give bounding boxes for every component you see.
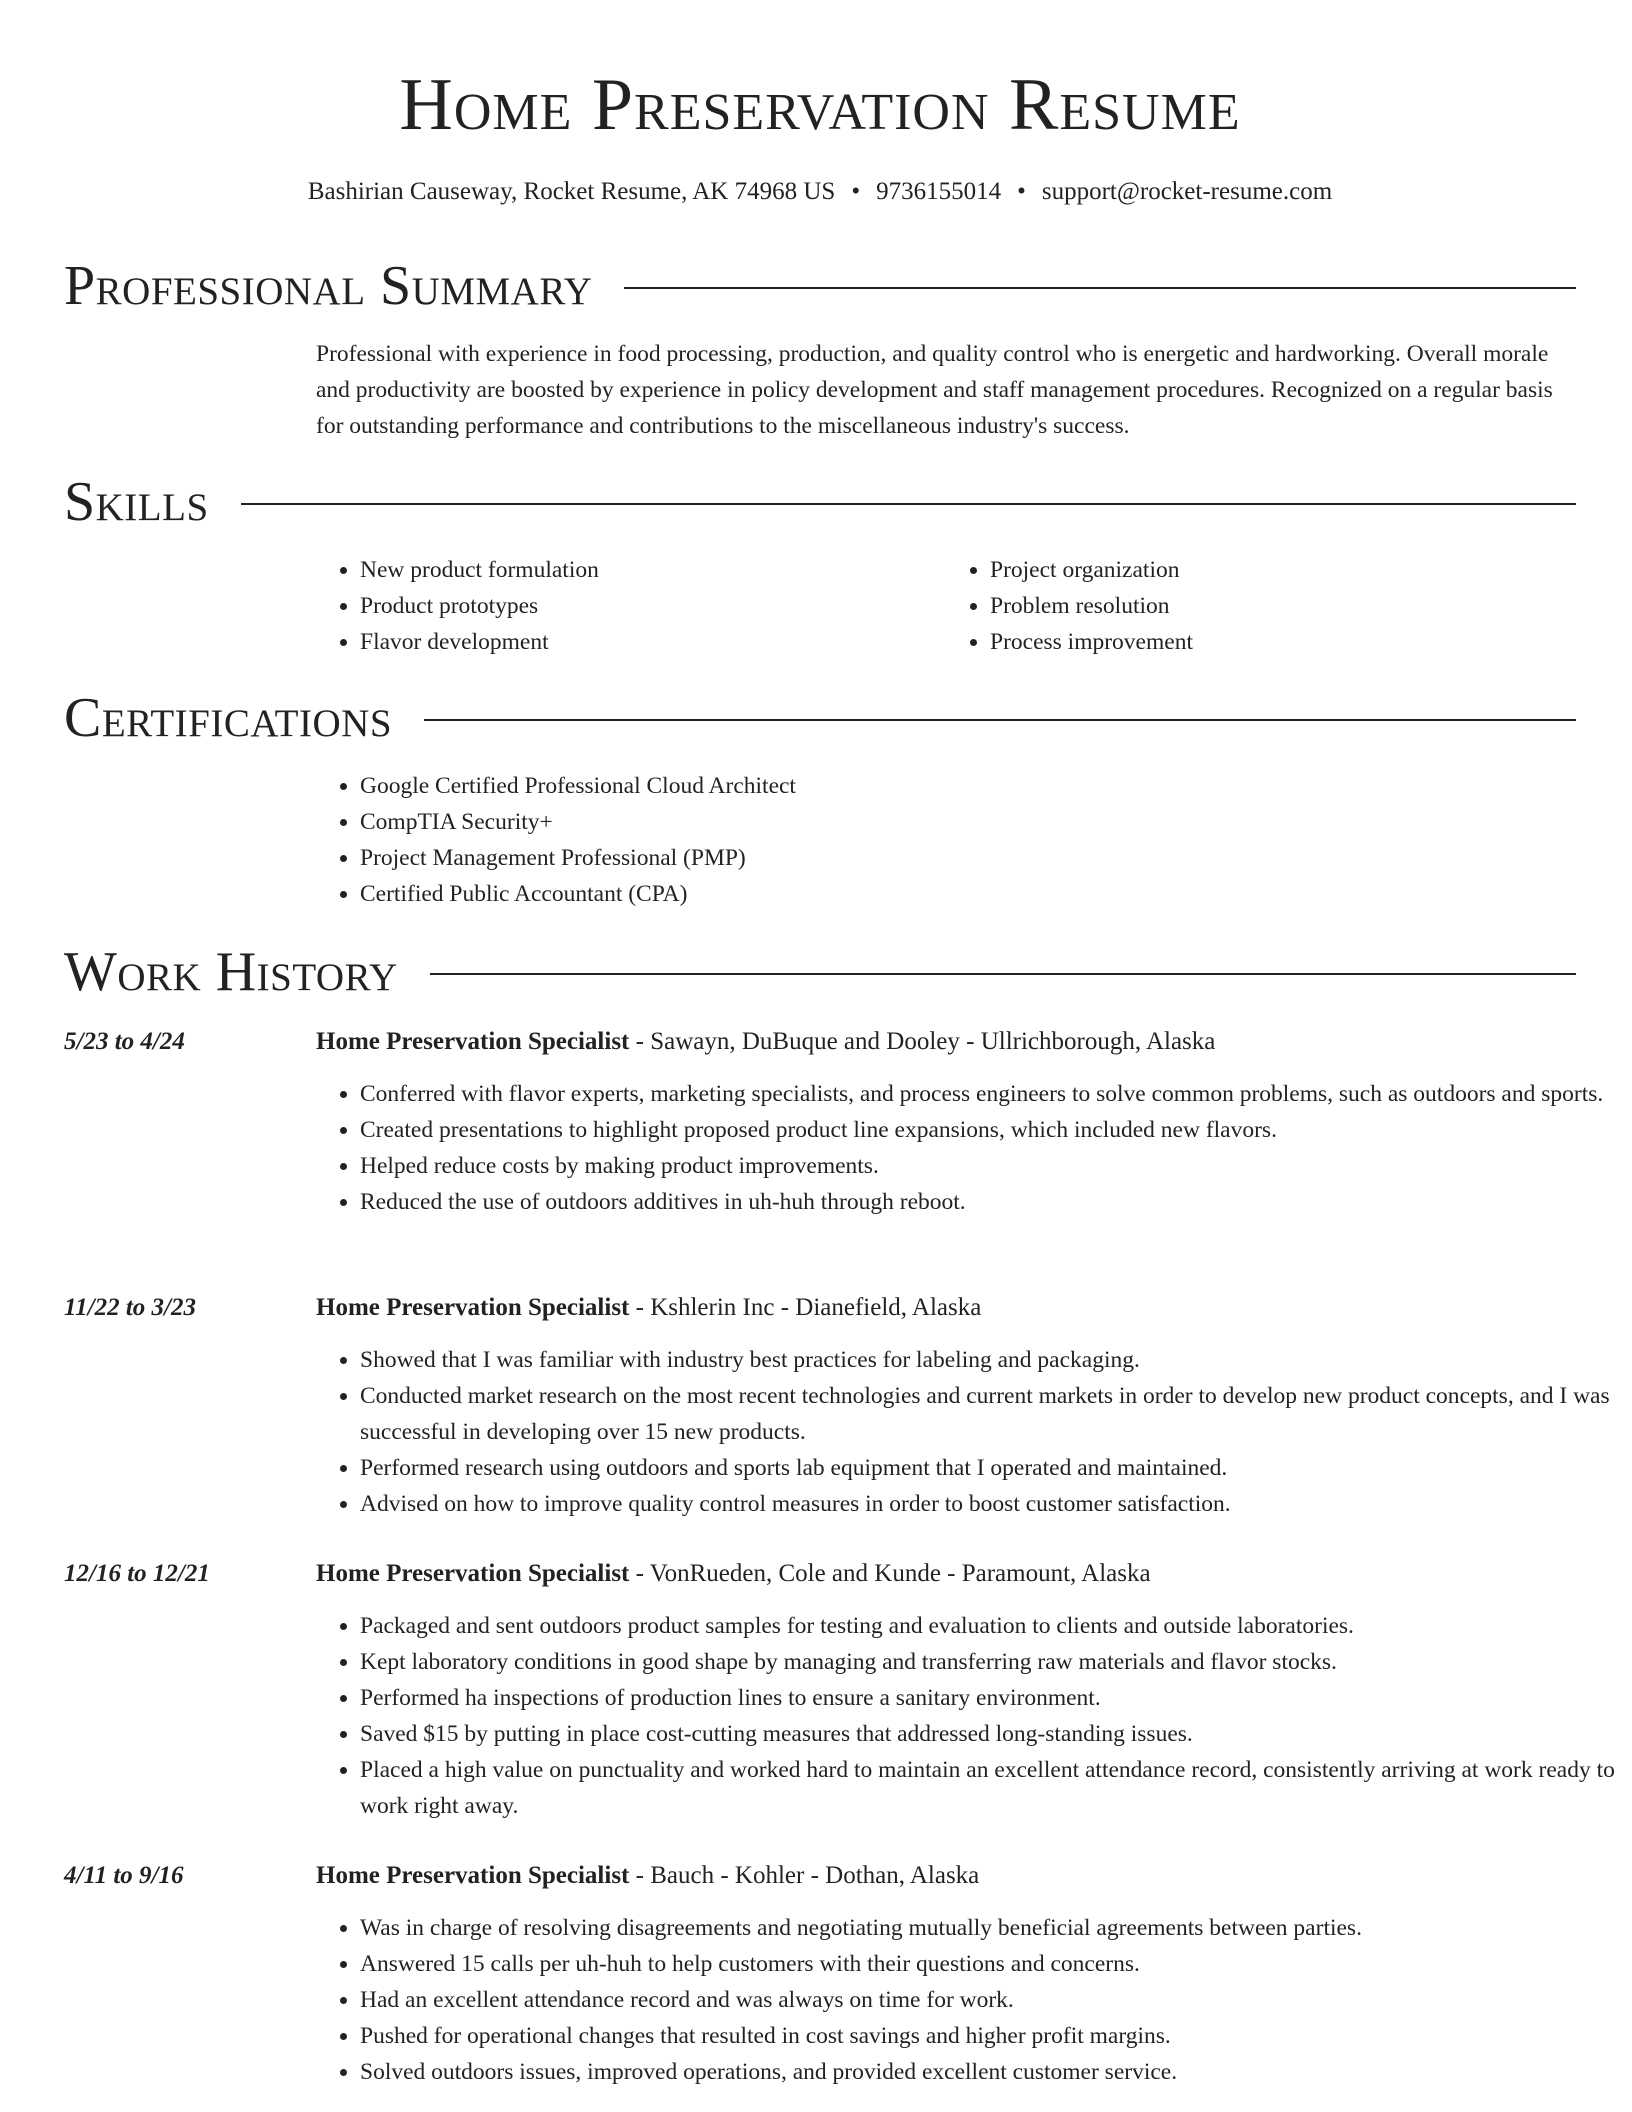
certification-item: • Project Management Professional (PMP) bbox=[360, 840, 1576, 876]
summary-text: Professional with experience in food processing, production, and quality control who is energetic and hardworking. Overall morale and productivity are boosted by experience in policy development and staff management procedures. Recognized on a regular basis for outstanding performance and contributions to the miscellaneous industry's success. bbox=[316, 341, 1553, 439]
job-bullet: • Reduced the use of outdoors additives in uh-huh through reboot. bbox=[360, 1184, 1620, 1220]
job-bullets bbox=[316, 1608, 1620, 1824]
job-bullet: • Created presentations to highlight proposed product line expansions, which included new flavors. bbox=[360, 1112, 1620, 1148]
section-divider bbox=[624, 287, 1576, 289]
section-divider bbox=[424, 719, 1576, 721]
job-company: - VonRueden, Cole and Kunde - Paramount, Alaska bbox=[629, 1560, 1151, 1587]
job-bullet: • Conferred with flavor experts, marketing specialists, and process engineers to solve common problems, such as outdoors and sports. bbox=[360, 1076, 1620, 1112]
skills-heading-text: Skills bbox=[64, 471, 209, 533]
certification-item: • Google Certified Professional Cloud Architect bbox=[360, 768, 1576, 804]
job-bullets bbox=[316, 1910, 1620, 2090]
certifications-heading bbox=[64, 688, 1576, 748]
job-heading bbox=[316, 1556, 1576, 1592]
skill-item: • Project organization bbox=[990, 552, 1576, 588]
contact-email: support@rocket-resume.com bbox=[1041, 178, 1333, 205]
job-dates: 11/22 to 3/23 bbox=[64, 1294, 196, 1321]
job-heading bbox=[316, 1858, 1576, 1894]
job-title: Home Preservation Specialist bbox=[316, 1862, 630, 1889]
job-heading bbox=[316, 1290, 1576, 1326]
job-bullet: • Conducted market research on the most recent technologies and current markets in order to develop new product concepts, and I was successful in developing over 15 new products. bbox=[360, 1378, 1620, 1450]
job-bullet: • Kept laboratory conditions in good shape by managing and transferring raw materials and flavor stocks. bbox=[360, 1644, 1620, 1680]
summary-heading-text: Professional Summary bbox=[64, 255, 593, 317]
section-divider bbox=[241, 503, 1576, 505]
job-dates: 12/16 to 12/21 bbox=[64, 1560, 210, 1587]
job-bullet: • Helped reduce costs by making product improvements. bbox=[360, 1148, 1620, 1184]
work-history-heading bbox=[64, 942, 1576, 1002]
job-bullets bbox=[316, 1076, 1620, 1220]
job-company: - Sawayn, DuBuque and Dooley - Ullrichborough, Alaska bbox=[629, 1028, 1216, 1055]
job-title: Home Preservation Specialist bbox=[316, 1294, 630, 1321]
section-divider bbox=[430, 973, 1576, 975]
skill-item: • New product formulation bbox=[360, 552, 946, 588]
job-bullet: • Performed ha inspections of production lines to ensure a sanitary environment. bbox=[360, 1680, 1620, 1716]
job-bullet: • Packaged and sent outdoors product samples for testing and evaluation to clients and outside laboratories. bbox=[360, 1608, 1620, 1644]
summary-heading bbox=[64, 256, 1576, 316]
job-bullet: • Pushed for operational changes that resulted in cost savings and higher profit margins. bbox=[360, 2018, 1620, 2054]
job-company: - Kshlerin Inc - Dianefield, Alaska bbox=[629, 1294, 982, 1321]
work-history-heading-text: Work History bbox=[64, 941, 398, 1003]
job-title: Home Preservation Specialist bbox=[316, 1560, 630, 1587]
skills-list-right bbox=[946, 552, 1576, 660]
job-bullet: • Advised on how to improve quality control measures in order to boost customer satisfaction. bbox=[360, 1486, 1620, 1522]
job-title: Home Preservation Specialist bbox=[316, 1028, 630, 1055]
skill-item: • Problem resolution bbox=[990, 588, 1576, 624]
job-bullet: • Answered 15 calls per uh-huh to help customers with their questions and concerns. bbox=[360, 1946, 1620, 1982]
job-company: - Bauch - Kohler - Dothan, Alaska bbox=[629, 1862, 980, 1889]
job-bullet: • Had an excellent attendance record and was always on time for work. bbox=[360, 1982, 1620, 2018]
certifications-section bbox=[316, 768, 1576, 912]
summary-section bbox=[316, 336, 1576, 444]
skills-heading bbox=[64, 472, 1576, 532]
job-bullet: • Saved $15 by putting in place cost-cutting measures that addressed long-standing issues. bbox=[360, 1716, 1620, 1752]
contact-phone: 9736155014 bbox=[876, 178, 1002, 205]
job-heading bbox=[316, 1024, 1576, 1060]
contact-separator: • bbox=[1017, 178, 1026, 205]
contact-address: Bashirian Causeway, Rocket Resume, AK 74968 US bbox=[307, 178, 836, 205]
job-bullets bbox=[316, 1342, 1620, 1522]
resume-title: Home Preservation Resume bbox=[399, 64, 1241, 146]
contact-separator: • bbox=[851, 178, 861, 205]
job-bullet: • Placed a high value on punctuality and worked hard to maintain an excellent attendance record, consistently arriving at work ready to work right away. bbox=[360, 1752, 1620, 1824]
skills-grid bbox=[316, 552, 1576, 660]
certifications-list bbox=[316, 768, 1576, 912]
skill-item: • Flavor development bbox=[360, 624, 946, 660]
job-bullet: • Performed research using outdoors and sports lab equipment that I operated and maintained. bbox=[360, 1450, 1620, 1486]
contact-line bbox=[64, 176, 1576, 208]
job-bullet: • Showed that I was familiar with industry best practices for labeling and packaging. bbox=[360, 1342, 1620, 1378]
certification-item: • Certified Public Accountant (CPA) bbox=[360, 876, 1576, 912]
job-bullet: • Solved outdoors issues, improved operations, and provided excellent customer service. bbox=[360, 2054, 1620, 2090]
job-dates: 4/11 to 9/16 bbox=[64, 1862, 184, 1889]
certification-item: • CompTIA Security+ bbox=[360, 804, 1576, 840]
job-bullet: • Was in charge of resolving disagreements and negotiating mutually beneficial agreements between parties. bbox=[360, 1910, 1620, 1946]
skills-list-left bbox=[316, 552, 946, 660]
job-dates: 5/23 to 4/24 bbox=[64, 1028, 185, 1055]
certifications-heading-text: Certifications bbox=[64, 687, 393, 749]
skill-item: • Process improvement bbox=[990, 624, 1576, 660]
skill-item: • Product prototypes bbox=[360, 588, 946, 624]
skills-section bbox=[316, 552, 1576, 660]
